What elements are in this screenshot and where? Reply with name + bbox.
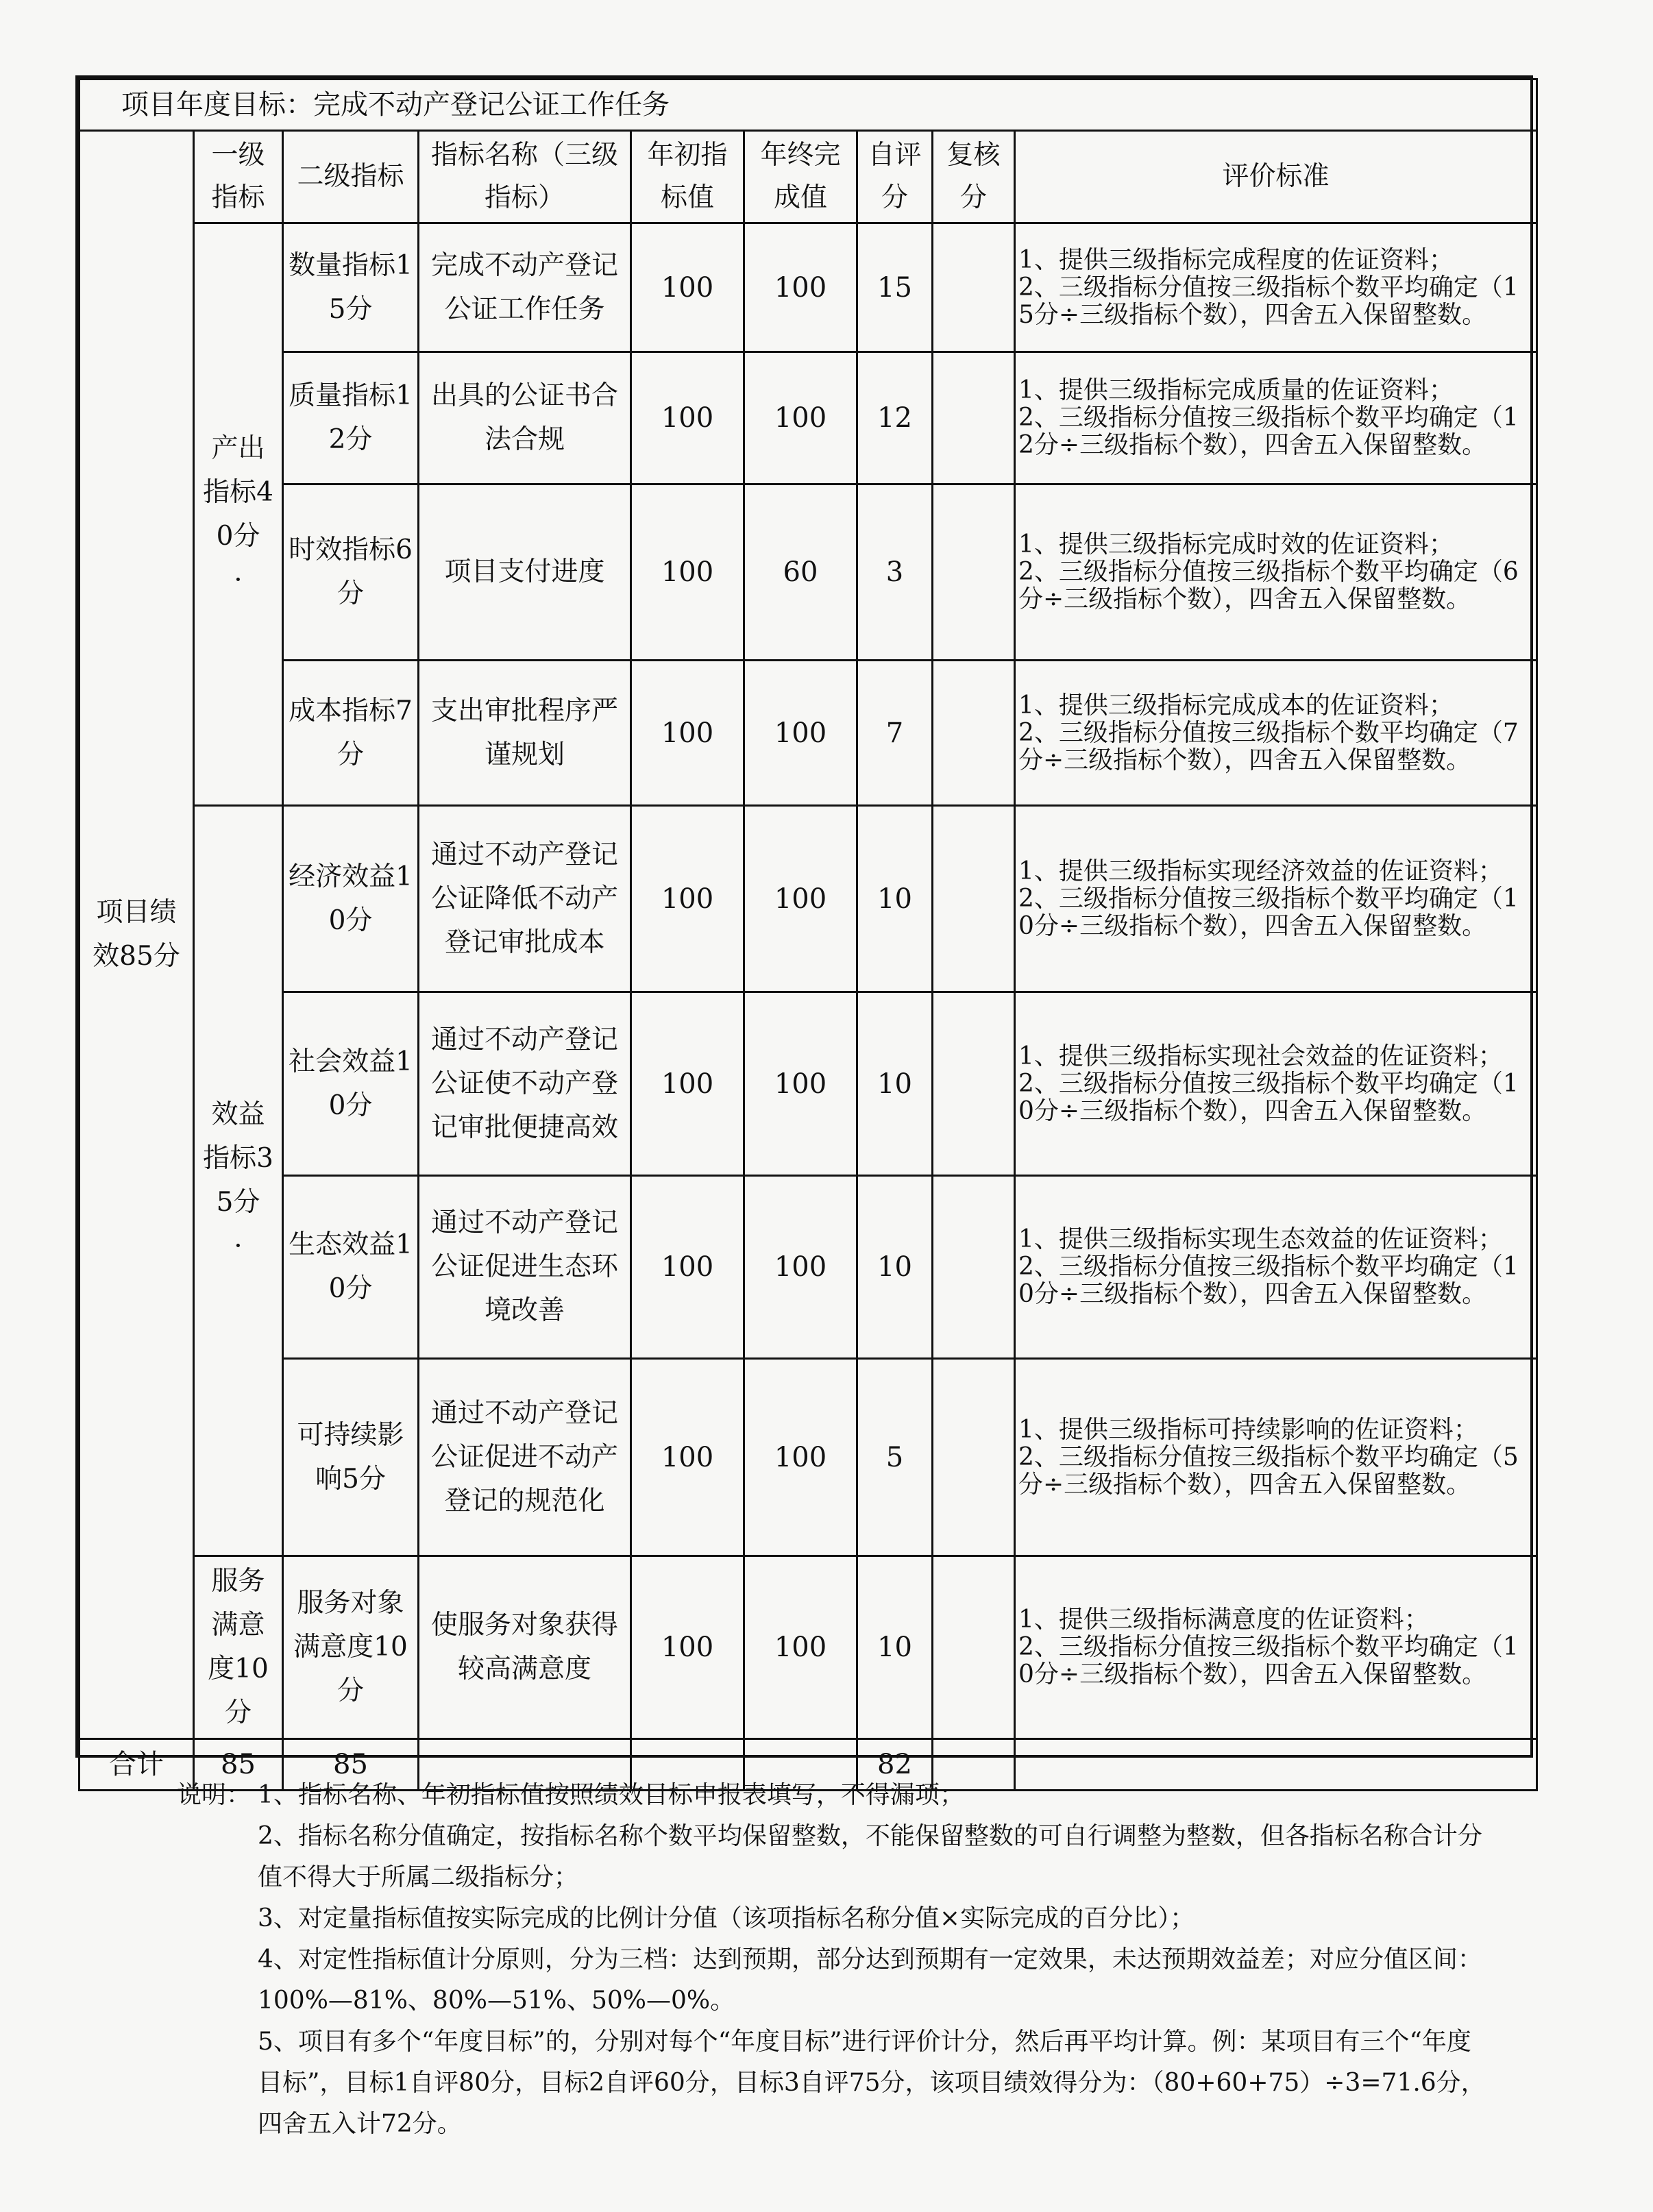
indicator-name-cell: 通过不动产登记公证促进生态环境改善 (419, 1176, 631, 1359)
criteria-line: 1、提供三级指标可持续影响的佐证资料； (1018, 1415, 1478, 1444)
goal-row (79, 79, 1537, 131)
final-value-cell: 100 (744, 1556, 857, 1739)
header-row (79, 131, 1537, 223)
final-value-cell: 100 (744, 806, 857, 992)
level2-cell: 数量指标15分 (283, 223, 419, 352)
final-value-cell: 100 (744, 352, 857, 484)
criteria-line: 2、三级指标分值按三级指标个数平均确定（12分÷三级指标个数），四舍五入保留整数。 (1018, 404, 1519, 459)
criteria-line: 1、提供三级指标完成质量的佐证资料； (1018, 376, 1454, 404)
table-row (79, 992, 1537, 1176)
table-row (79, 223, 1537, 352)
self-score-cell: 10 (857, 1556, 933, 1739)
final-value-cell: 100 (744, 1176, 857, 1359)
final-value-cell: 100 (744, 1359, 857, 1556)
criteria-line: 2、三级指标分值按三级指标个数平均确定（10分÷三级指标个数），四舍五入保留整数。 (1018, 1253, 1519, 1308)
criteria-cell (1015, 806, 1537, 992)
total-level1: 85 (194, 1739, 283, 1791)
table-row (79, 484, 1537, 661)
review-score-cell (933, 1176, 1015, 1359)
review-score-cell (933, 992, 1015, 1176)
criteria-line: 1、提供三级指标完成成本的佐证资料； (1018, 691, 1454, 720)
criteria-line: 1、提供三级指标实现生态效益的佐证资料； (1018, 1225, 1503, 1253)
header-level2: 二级指标 (283, 131, 419, 223)
self-score-cell: 10 (857, 806, 933, 992)
table-row (79, 661, 1537, 806)
indicator-name-cell: 出具的公证书合法合规 (419, 352, 631, 484)
criteria-line: 1、提供三级指标实现社会效益的佐证资料； (1018, 1042, 1503, 1070)
criteria-cell (1015, 223, 1537, 352)
table-row (79, 1359, 1537, 1556)
note-item (177, 1775, 1486, 1816)
indicator-name-cell: 通过不动产登记公证降低不动产登记审批成本 (419, 806, 631, 992)
header-level1: 一级指标 (194, 131, 283, 223)
final-value-cell: 100 (744, 223, 857, 352)
table-row (79, 1556, 1537, 1739)
indicator-name-cell: 通过不动产登记公证促进不动产登记的规范化 (419, 1359, 631, 1556)
indicator-name-cell: 项目支付进度 (419, 484, 631, 661)
indicator-name-cell: 通过不动产登记公证使不动产登记审批便捷高效 (419, 992, 631, 1176)
group-output-indicators (194, 223, 283, 806)
self-score-cell: 5 (857, 1359, 933, 1556)
self-score-cell: 7 (857, 661, 933, 806)
criteria-cell (1015, 352, 1537, 484)
self-score-cell: 3 (857, 484, 933, 661)
level2-cell: 成本指标7分 (283, 661, 419, 806)
project-annual-goal: 项目年度目标：完成不动产登记公证工作任务 (79, 79, 1537, 131)
criteria-cell (1015, 1176, 1537, 1359)
initial-value-cell: 100 (631, 484, 744, 661)
header-review-score: 复核分 (933, 131, 1015, 223)
group-label: 效益指标35分 (203, 1099, 273, 1218)
review-score-cell (933, 1359, 1015, 1556)
initial-value-cell: 100 (631, 661, 744, 806)
header-final-value: 年终完成值 (744, 131, 857, 223)
criteria-line: 2、三级指标分值按三级指标个数平均确定（6分÷三级指标个数），四舍五入保留整数。 (1018, 558, 1519, 613)
group-mark: · (234, 564, 243, 595)
criteria-line: 2、三级指标分值按三级指标个数平均确定（10分÷三级指标个数），四舍五入保留整数。 (1018, 1069, 1519, 1125)
self-score-cell: 15 (857, 223, 933, 352)
review-score-cell (933, 352, 1015, 484)
self-score-cell: 12 (857, 352, 933, 484)
criteria-cell (1015, 1359, 1537, 1556)
indicator-name-cell: 支出审批程序严谨规划 (419, 661, 631, 806)
level2-cell: 时效指标6分 (283, 484, 419, 661)
note-item: 2、指标名称分值确定，按指标名称个数平均保留整数，不能保留整数的可自行调整为整数，但各指标名称合计分值不得大于所属二级指标分； (258, 1822, 1482, 1891)
header-indicator-name: 指标名称（三级指标） (419, 131, 631, 223)
criteria-cell (1015, 661, 1537, 806)
header-criteria: 评价标准 (1015, 131, 1537, 223)
review-score-cell (933, 484, 1015, 661)
level2-cell: 质量指标12分 (283, 352, 419, 484)
table-row (79, 806, 1537, 992)
initial-value-cell: 100 (631, 1556, 744, 1739)
table-row (79, 1176, 1537, 1359)
level2-cell: 生态效益10分 (283, 1176, 419, 1359)
criteria-line: 2、三级指标分值按三级指标个数平均确定（5分÷三级指标个数），四舍五入保留整数。 (1018, 1442, 1519, 1499)
initial-value-cell: 100 (631, 223, 744, 352)
level2-cell: 可持续影响5分 (283, 1359, 419, 1556)
indicator-name-cell: 完成不动产登记公证工作任务 (419, 223, 631, 352)
note-item: 4、对定性指标值计分原则，分为三档：达到预期，部分达到预期有一定效果，未达预期效益差；对应分值区间：100%—81%、80%—51%、50%—0%。 (258, 1945, 1482, 2015)
total-label: 合计 (79, 1739, 194, 1791)
criteria-line: 1、提供三级指标实现经济效益的佐证资料； (1018, 857, 1503, 885)
criteria-line: 2、三级指标分值按三级指标个数平均确定（10分÷三级指标个数），四舍五入保留整数。 (1018, 1633, 1519, 1688)
criteria-line: 1、提供三级指标满意度的佐证资料； (1018, 1606, 1429, 1634)
note-text: 1、指标名称、年初指标值按照绩效目标申报表填写，不得漏项； (258, 1781, 964, 1809)
note-item: 5、项目有多个“年度目标”的，分别对每个“年度目标”进行评价计分，然后再平均计算。例：某项目有三个“年度目标”，目标1自评80分，目标2自评60分，目标3自评75分，该项目绩效得分为：（80+60+75）÷3=71.6分，四舍五入计72分。 (258, 2028, 1486, 2138)
criteria-line: 2、三级指标分值按三级指标个数平均确定（7分÷三级指标个数），四舍五入保留整数。 (1018, 718, 1519, 774)
performance-evaluation-table (75, 75, 1533, 1780)
indicator-name-cell: 使服务对象获得较高满意度 (419, 1556, 631, 1739)
level2-cell: 社会效益10分 (283, 992, 419, 1176)
initial-value-cell: 100 (631, 992, 744, 1176)
table-row (79, 352, 1537, 484)
initial-value-cell: 100 (631, 352, 744, 484)
group-benefit-indicators (194, 806, 283, 1556)
initial-value-cell: 100 (631, 1176, 744, 1359)
self-score-cell: 10 (857, 1176, 933, 1359)
header-self-score: 自评分 (857, 131, 933, 223)
note-item: 3、对定量指标值按实际完成的比例计分值（该项指标名称分值×实际完成的百分比）； (258, 1904, 1195, 1932)
project-performance-group: 项目绩效85分 (79, 131, 194, 1739)
level2-cell: 经济效益10分 (283, 806, 419, 992)
final-value-cell: 100 (744, 661, 857, 806)
notes-label: 说明： (177, 1781, 252, 1809)
final-value-cell: 100 (744, 992, 857, 1176)
criteria-line: 2、三级指标分值按三级指标个数平均确定（15分÷三级指标个数），四舍五入保留整数。 (1018, 273, 1519, 329)
review-score-cell (933, 1556, 1015, 1739)
criteria-cell (1015, 992, 1537, 1176)
total-level2: 85 (283, 1739, 419, 1791)
review-score-cell (933, 661, 1015, 806)
review-score-cell (933, 806, 1015, 992)
criteria-line: 1、提供三级指标完成时效的佐证资料； (1018, 530, 1454, 558)
criteria-cell (1015, 484, 1537, 661)
total-self-score: 82 (857, 1739, 933, 1791)
evaluation-grid (78, 78, 1538, 1791)
criteria-line: 2、三级指标分值按三级指标个数平均确定（10分÷三级指标个数），四舍五入保留整数。 (1018, 884, 1519, 940)
group-mark: · (234, 1231, 243, 1262)
level2-cell: 服务对象满意度10分 (283, 1556, 419, 1739)
review-score-cell (933, 223, 1015, 352)
group-label: 产出指标40分 (203, 432, 273, 552)
criteria-cell (1015, 1556, 1537, 1739)
final-value-cell: 60 (744, 484, 857, 661)
notes-section (177, 1775, 1486, 2145)
initial-value-cell: 100 (631, 806, 744, 992)
group-service-satisfaction: 服务满意度10分 (194, 1556, 283, 1739)
header-initial-value: 年初指标值 (631, 131, 744, 223)
criteria-line: 1、提供三级指标完成程度的佐证资料； (1018, 245, 1454, 274)
self-score-cell: 10 (857, 992, 933, 1176)
initial-value-cell: 100 (631, 1359, 744, 1556)
